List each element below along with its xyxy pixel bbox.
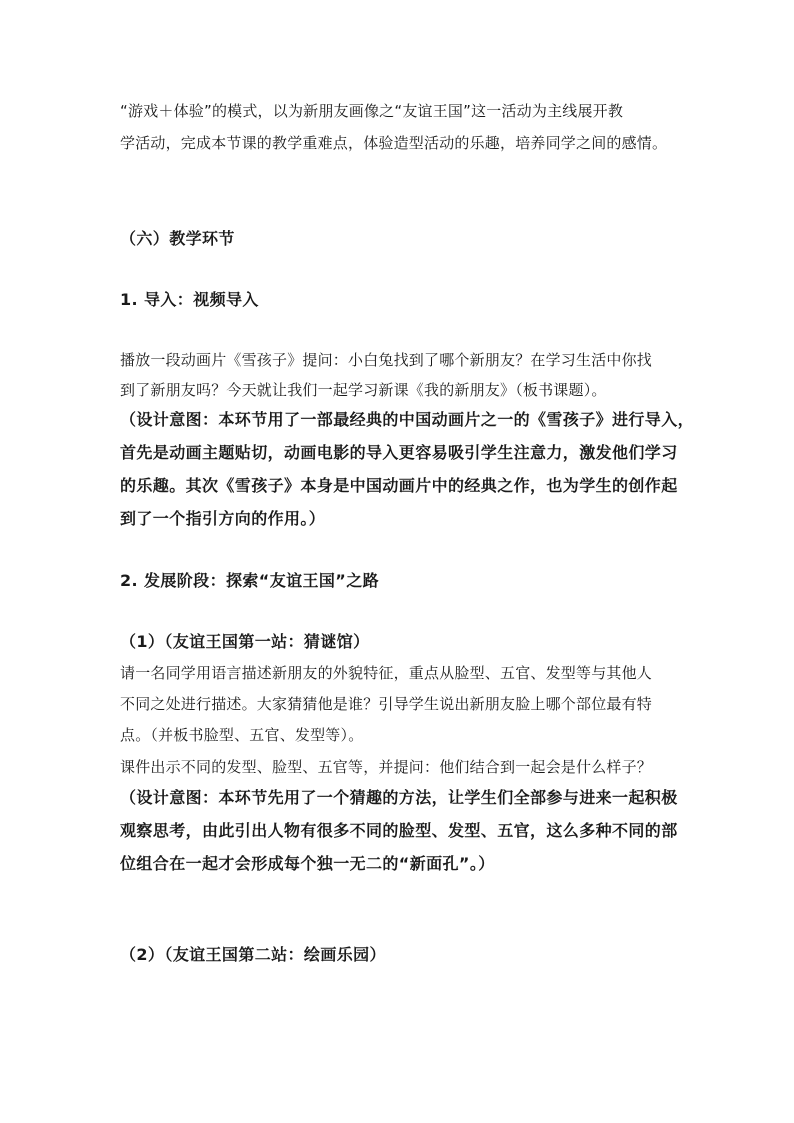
station1-body-line: 点。（并板书脸型、五官、发型等）。 [120, 726, 364, 744]
station1-design-intent-line: 位组合在一起才会形成每个独一无二的“新面孔”。） [120, 854, 495, 873]
step1-body-line: 到了新朋友吗？今天就让我们一起学习新课《我的新朋友》（板书课题）。 [120, 381, 607, 399]
station1-design-intent-line: （设计意图：本环节先用了一个猜趣的方法，让学生们全部参与进来一起积极 [120, 788, 678, 807]
step1-design-intent-line: 到了一个指引方向的作用。） [120, 509, 326, 528]
step1-body-line: 播放一段动画片《雪孩子》提问：小白兔找到了哪个新朋友？在学习生活中你找 [120, 351, 653, 369]
station1-design-intent-line: 观察思考，由此引出人物有很多不同的脸型、发型、五官，这么多种不同的部 [120, 821, 678, 840]
station1-body-line: 不同之处进行描述。大家猜猜他是谁？引导学生说出新朋友脸上哪个部位最有特 [120, 695, 653, 713]
station1-heading: （1）（友谊王国第一站：猜谜馆） [120, 632, 370, 651]
station1-body-line: 请一名同学用语言描述新朋友的外貌特征，重点从脸型、五官、发型等与其他人 [120, 664, 653, 682]
step1-design-intent-line: 首先是动画主题贴切，动画电影的导入更容易吸引学生注意力，激发他们学习 [120, 443, 678, 462]
step1-heading: 1. 导入：视频导入 [120, 290, 259, 309]
station2-heading: （2）（友谊王国第二站：绘画乐园） [120, 945, 386, 964]
step2-heading: 2. 发展阶段：探索“友谊王国”之路 [120, 571, 380, 590]
section-heading-teaching-steps: （六）教学环节 [120, 229, 235, 248]
intro-line-2: 学活动，完成本节课的教学重难点，体验造型活动的乐趣，培养同学之间的感情。 [120, 134, 668, 152]
station1-body-line: 课件出示不同的发型、脸型、五官等，并提问：他们结合到一起会是什么样子？ [120, 758, 653, 776]
step1-design-intent-line: 的乐趣。其次《雪孩子》本身是中国动画片中的经典之作，也为学生的创作起 [120, 476, 678, 495]
intro-line-1: “游戏＋体验”的模式，以为新朋友画像之“友谊王国”这一活动为主线展开教 [120, 102, 624, 120]
step1-design-intent-line: （设计意图：本环节用了一部最经典的中国动画片之一的《雪孩子》进行导入， [120, 410, 695, 429]
